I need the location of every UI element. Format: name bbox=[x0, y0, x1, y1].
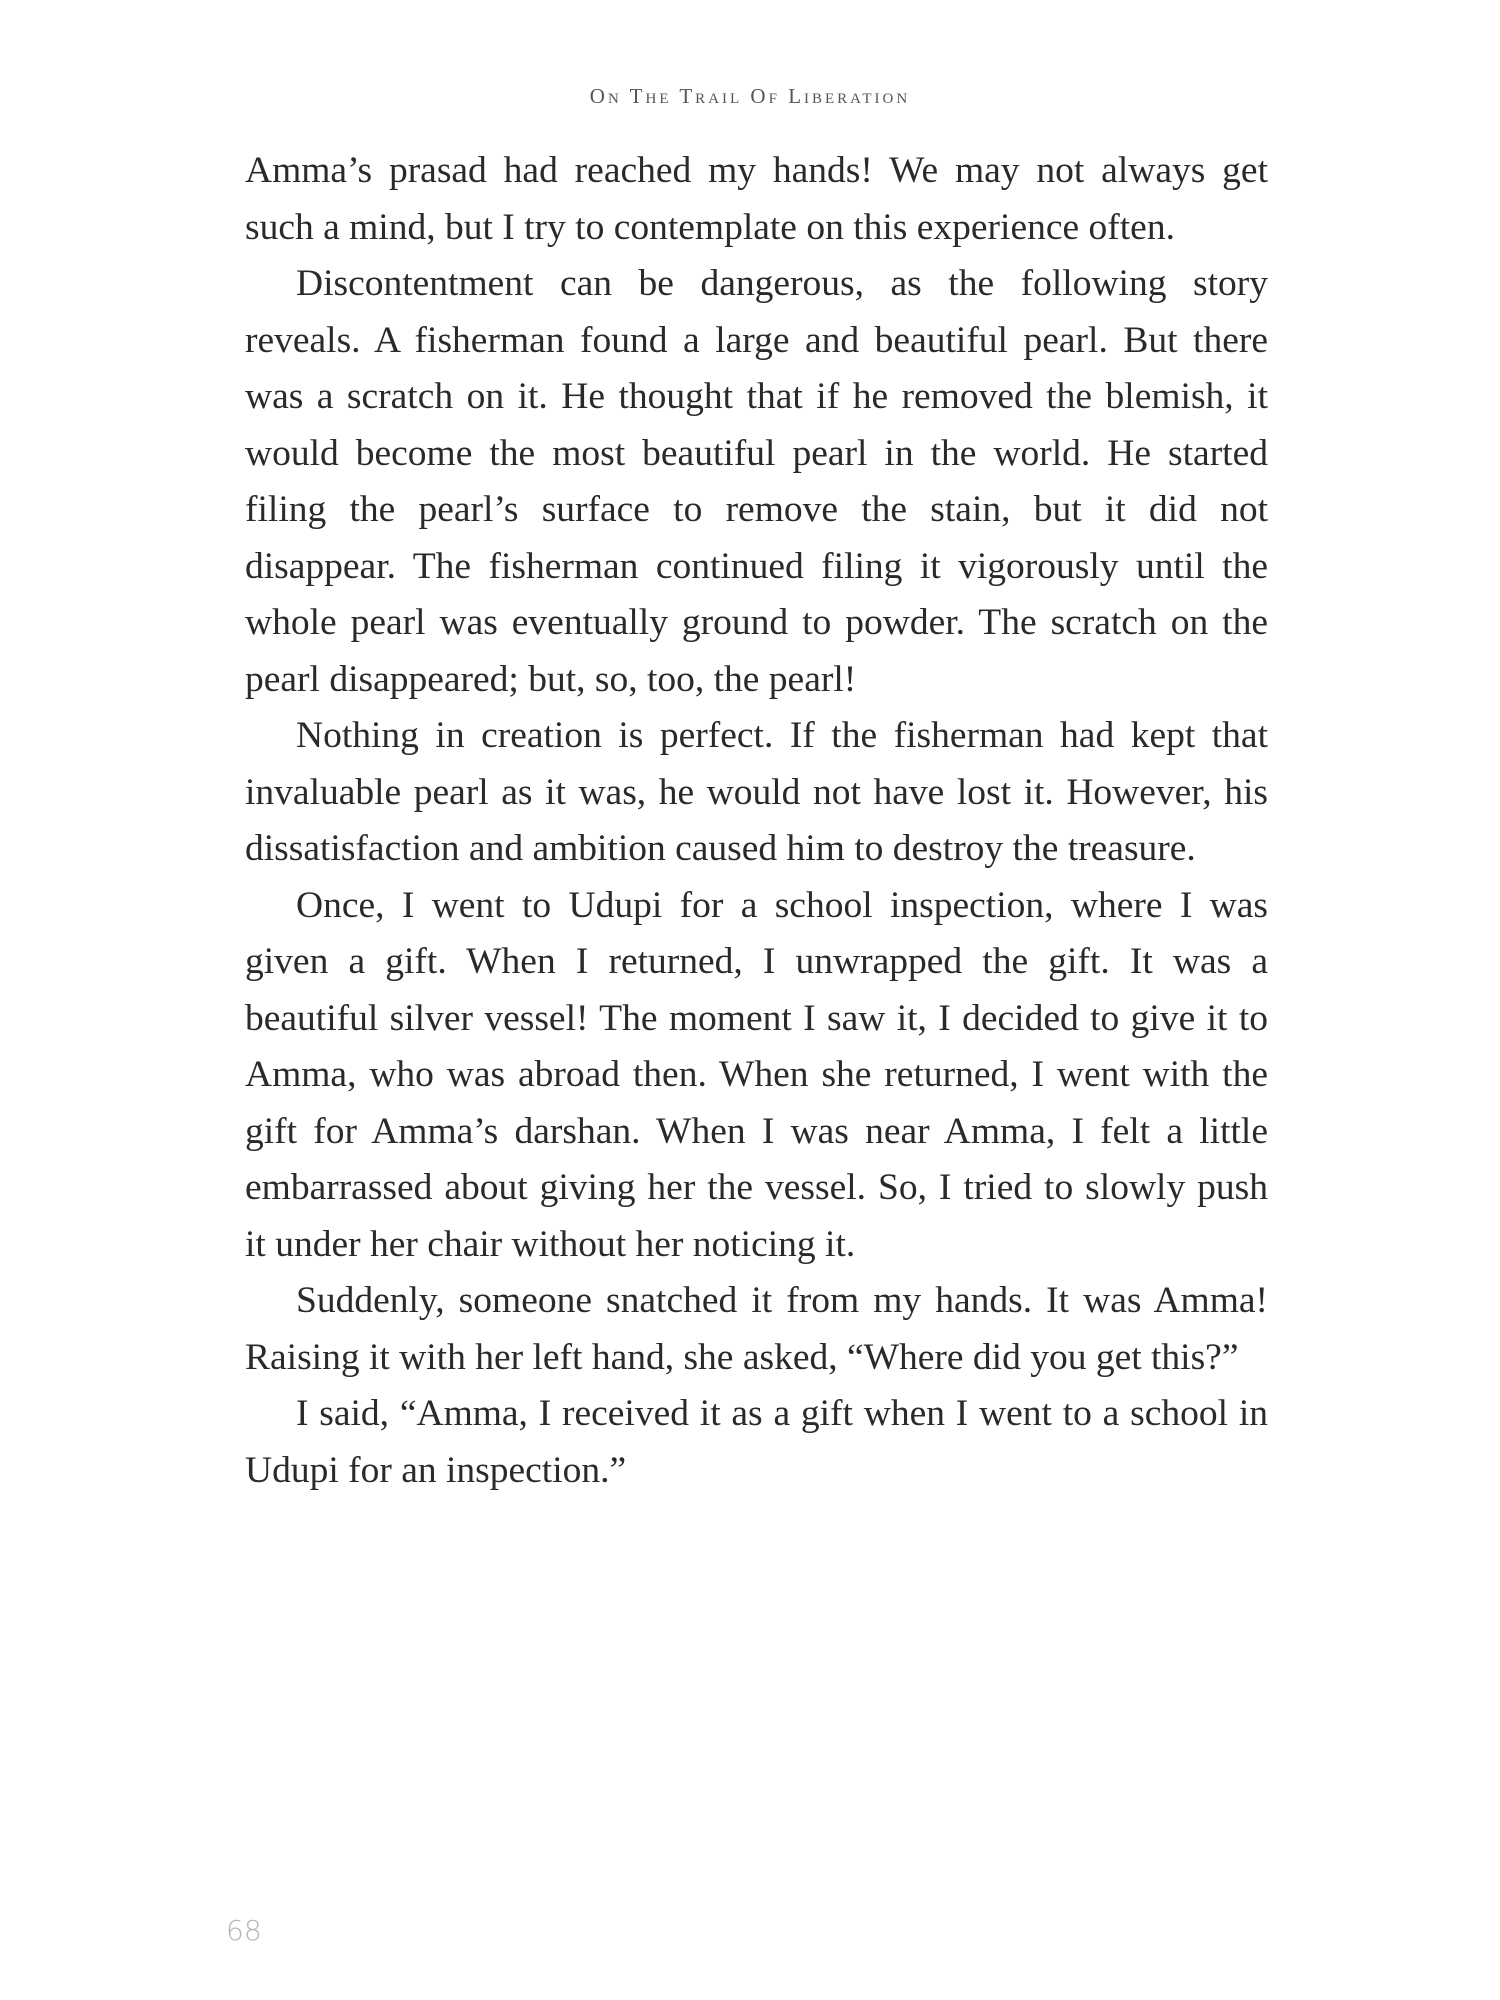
page-number: 68 bbox=[226, 1914, 262, 1947]
paragraph-udupi-gift: Once, I went to Udupi for a school inspection, where I was given a gift. When I returned, I unwrapped the gift. It was a beautiful silver vessel! The moment I saw it, I decided to give it to Amma, who was abroad then. When she returned, I went with the gift for Amma’s darshan. When I was near Amma, I felt a little embarrassed about giving her the vessel. So, I tried to slowly push it under her chair without her noticing it. bbox=[245, 884, 1268, 1265]
paragraph-continuation: Amma’s prasad had reached my hands! We may not always get such a mind, but I try to contemplate on this experience often. bbox=[245, 150, 1268, 248]
paragraph-pearl-story: Discontentment can be dangerous, as the following story reveals. A fisherman found a large and beautiful pearl. But there was a scratch on it. He thought that if he removed the blemish, it would become the most beautiful pearl in the world. He started filing the pearl’s surface to remove the stain, but it did not disappear. The fisherman continued filing it vigorously until the whole pearl was eventually ground to powder. The scratch on the pearl disappeared; but, so, too, the pearl! bbox=[245, 263, 1268, 700]
page-body bbox=[245, 143, 1268, 1499]
paragraph-nothing-perfect: Nothing in creation is perfect. If the fisherman had kept that invaluable pearl as it was, he would not have lost it. However, his dissatisfaction and ambition caused him to destroy the treasure. bbox=[245, 715, 1268, 869]
paragraph-reply: I said, “Amma, I received it as a gift when I went to a school in Udupi for an inspection.” bbox=[245, 1393, 1268, 1491]
paragraph-amma-snatched: Suddenly, someone snatched it from my hands. It was Amma! Raising it with her left hand, she asked, “Where did you get this?” bbox=[245, 1280, 1268, 1378]
running-head: On The Trail Of Liberation bbox=[589, 84, 911, 108]
